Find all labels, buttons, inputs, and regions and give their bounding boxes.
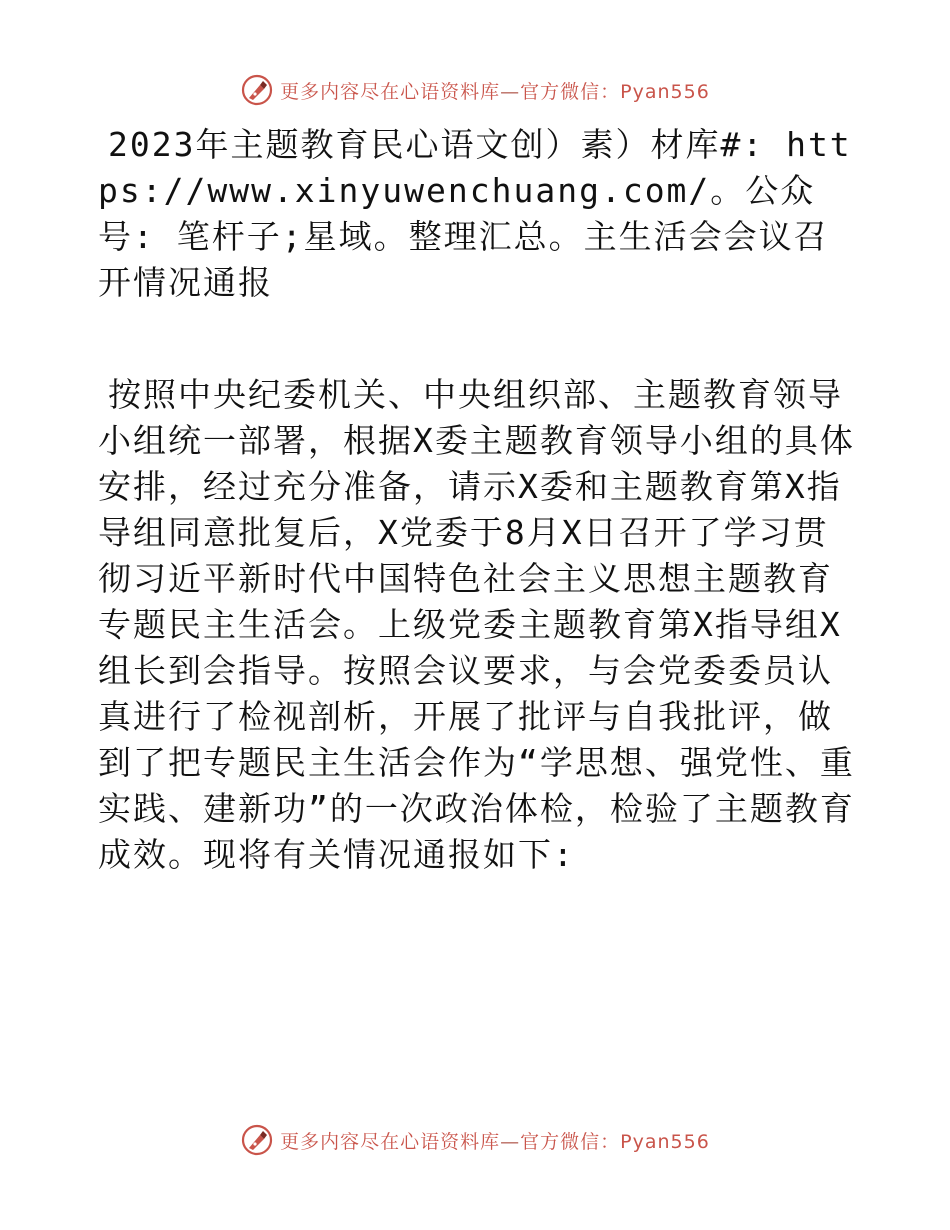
header-banner <box>0 70 950 110</box>
footer-banner-text <box>280 1127 710 1154</box>
document-intro-paragraph: 2023年主题教育民心语文创）素）材库#: https://www.xinyuwenchuang.com/。公众号: 笔杆子;星域。整理汇总。主生活会会议召开情况通报 <box>98 125 852 302</box>
pen-nib-logo-icon <box>240 73 274 107</box>
header-banner-dash: — <box>500 80 521 103</box>
footer-banner-dash: — <box>500 1130 521 1153</box>
footer-banner <box>0 1120 950 1160</box>
document-body-paragraph: 按照中央纪委机关、中央组织部、主题教育领导小组统一部署，根据X委主题教育领导小组的具体安排，经过充分准备，请示X委和主题教育第X指导组同意批复后，X党委于8月X日召开了学习贯彻习近平新时代中国特色社会主义思想主题教育专题民主生活会。上级党委主题教育第X指导组X组长到会指导。按照会议要求，与会党委委员认真进行了检视剖析，开展了批评与自我批评，做到了把专题民主生活会作为“学思想、强党性、重实践、建新功”的一次政治体检，检验了主题教育成效。现将有关情况通报如下: <box>98 375 855 874</box>
footer-banner-main: 更多内容尽在心语资料库 <box>280 1130 501 1153</box>
footer-banner-contact: 官方微信：Pyan556 <box>520 1130 710 1153</box>
header-banner-text <box>280 77 710 104</box>
header-banner-main: 更多内容尽在心语资料库 <box>280 80 501 103</box>
pen-nib-logo-icon <box>240 1123 274 1157</box>
header-banner-contact: 官方微信：Pyan556 <box>520 80 710 103</box>
